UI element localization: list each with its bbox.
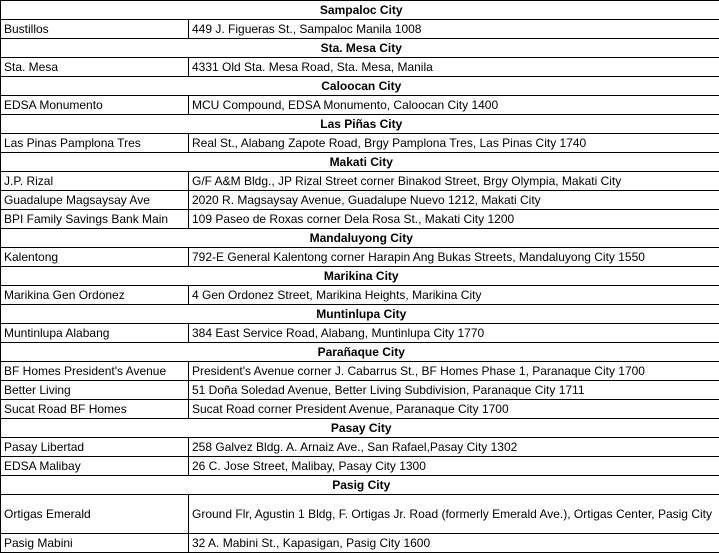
branch-name-cell: Pasay Libertad: [1, 438, 189, 457]
city-header-row: [1, 39, 719, 58]
city-header: Marikina City: [189, 267, 719, 286]
city-header: Parañaque City: [189, 343, 719, 362]
branch-address-cell: 384 East Service Road, Alabang, Muntinlupa City 1770: [189, 324, 719, 343]
branch-row: [1, 210, 719, 229]
city-header-row: [1, 267, 719, 286]
branch-name-cell: Better Living: [1, 381, 189, 400]
city-header-row: [1, 229, 719, 248]
branch-name-cell: EDSA Monumento: [1, 96, 189, 115]
branch-row: [1, 400, 719, 419]
city-header: Makati City: [189, 153, 719, 172]
branch-address-cell: Ground Flr, Agustin 1 Bldg, F. Ortigas Jr. Road (formerly Emerald Ave.), Ortigas Center, Pasig City: [189, 495, 719, 534]
branch-address-cell: President's Avenue corner J. Cabarrus St., BF Homes Phase 1, Paranaque City 1700: [189, 362, 719, 381]
city-header-spacer: [1, 267, 189, 286]
branch-row: [1, 20, 719, 39]
branch-name-cell: Guadalupe Magsaysay Ave: [1, 191, 189, 210]
city-header-row: [1, 305, 719, 324]
city-header-spacer: [1, 343, 189, 362]
branch-address-cell: 26 C. Jose Street, Malibay, Pasay City 1300: [189, 457, 719, 476]
branch-address-cell: 51 Doña Soledad Avenue, Better Living Subdivision, Paranaque City 1711: [189, 381, 719, 400]
branch-name-cell: Muntinlupa Alabang: [1, 324, 189, 343]
branch-address-cell: Sucat Road corner President Avenue, Paranaque City 1700: [189, 400, 719, 419]
city-header-spacer: [1, 476, 189, 495]
branch-address-cell: 4331 Old Sta. Mesa Road, Sta. Mesa, Manila: [189, 58, 719, 77]
branch-row: [1, 362, 719, 381]
branch-name-cell: Marikina Gen Ordonez: [1, 286, 189, 305]
branch-name-cell: Sucat Road BF Homes: [1, 400, 189, 419]
branch-table-body: [1, 1, 719, 553]
branch-name-cell: BPI Family Savings Bank Main: [1, 210, 189, 229]
branch-row: [1, 58, 719, 77]
branch-row: [1, 286, 719, 305]
branch-address-cell: MCU Compound, EDSA Monumento, Caloocan City 1400: [189, 96, 719, 115]
branch-row: [1, 534, 719, 553]
city-header-row: [1, 343, 719, 362]
branch-address-cell: 109 Paseo de Roxas corner Dela Rosa St., Makati City 1200: [189, 210, 719, 229]
branch-name-cell: BF Homes President's Avenue: [1, 362, 189, 381]
city-header-row: [1, 1, 719, 20]
branch-row: [1, 438, 719, 457]
branch-row: [1, 381, 719, 400]
branch-address-cell: 792-E General Kalentong corner Harapin Ang Bukas Streets, Mandaluyong City 1550: [189, 248, 719, 267]
branch-row: [1, 191, 719, 210]
branch-address-cell: 449 J. Figueras St., Sampaloc Manila 1008: [189, 20, 719, 39]
city-header: Pasig City: [189, 476, 719, 495]
branch-name-cell: Las Pinas Pamplona Tres: [1, 134, 189, 153]
city-header-row: [1, 476, 719, 495]
branch-address-cell: 32 A. Mabini St., Kapasigan, Pasig City 1600: [189, 534, 719, 553]
branch-row: [1, 324, 719, 343]
city-header: Pasay City: [189, 419, 719, 438]
city-header-spacer: [1, 305, 189, 324]
branch-name-cell: Kalentong: [1, 248, 189, 267]
branch-row: [1, 248, 719, 267]
branch-row: [1, 96, 719, 115]
city-header-spacer: [1, 115, 189, 134]
city-header: Caloocan City: [189, 77, 719, 96]
city-header: Sta. Mesa City: [189, 39, 719, 58]
city-header-spacer: [1, 39, 189, 58]
city-header-spacer: [1, 77, 189, 96]
branch-row: [1, 495, 719, 534]
branch-name-cell: Bustillos: [1, 20, 189, 39]
city-header-spacer: [1, 229, 189, 248]
city-header-row: [1, 153, 719, 172]
city-header-spacer: [1, 1, 189, 20]
branch-name-cell: EDSA Malibay: [1, 457, 189, 476]
city-header: Las Piñas City: [189, 115, 719, 134]
branch-address-cell: 258 Galvez Bldg. A. Arnaiz Ave., San Rafael,Pasay City 1302: [189, 438, 719, 457]
city-header-spacer: [1, 419, 189, 438]
city-header: Mandaluyong City: [189, 229, 719, 248]
city-header-spacer: [1, 153, 189, 172]
branch-row: [1, 172, 719, 191]
branch-row: [1, 457, 719, 476]
branch-address-cell: 4 Gen Ordonez Street, Marikina Heights, Marikina City: [189, 286, 719, 305]
city-header: Muntinlupa City: [189, 305, 719, 324]
branch-row: [1, 134, 719, 153]
branch-address-cell: G/F A&M Bldg., JP Rizal Street corner Binakod Street, Brgy Olympia, Makati City: [189, 172, 719, 191]
branch-address-cell: Real St., Alabang Zapote Road, Brgy Pamplona Tres, Las Pinas City 1740: [189, 134, 719, 153]
city-header: Sampaloc City: [189, 1, 719, 20]
branch-address-cell: 2020 R. Magsaysay Avenue, Guadalupe Nuevo 1212, Makati City: [189, 191, 719, 210]
city-header-row: [1, 419, 719, 438]
branch-name-cell: Pasig Mabini: [1, 534, 189, 553]
city-header-row: [1, 77, 719, 96]
city-header-row: [1, 115, 719, 134]
branch-name-cell: Ortigas Emerald: [1, 495, 189, 534]
branch-name-cell: Sta. Mesa: [1, 58, 189, 77]
branch-name-cell: J.P. Rizal: [1, 172, 189, 191]
